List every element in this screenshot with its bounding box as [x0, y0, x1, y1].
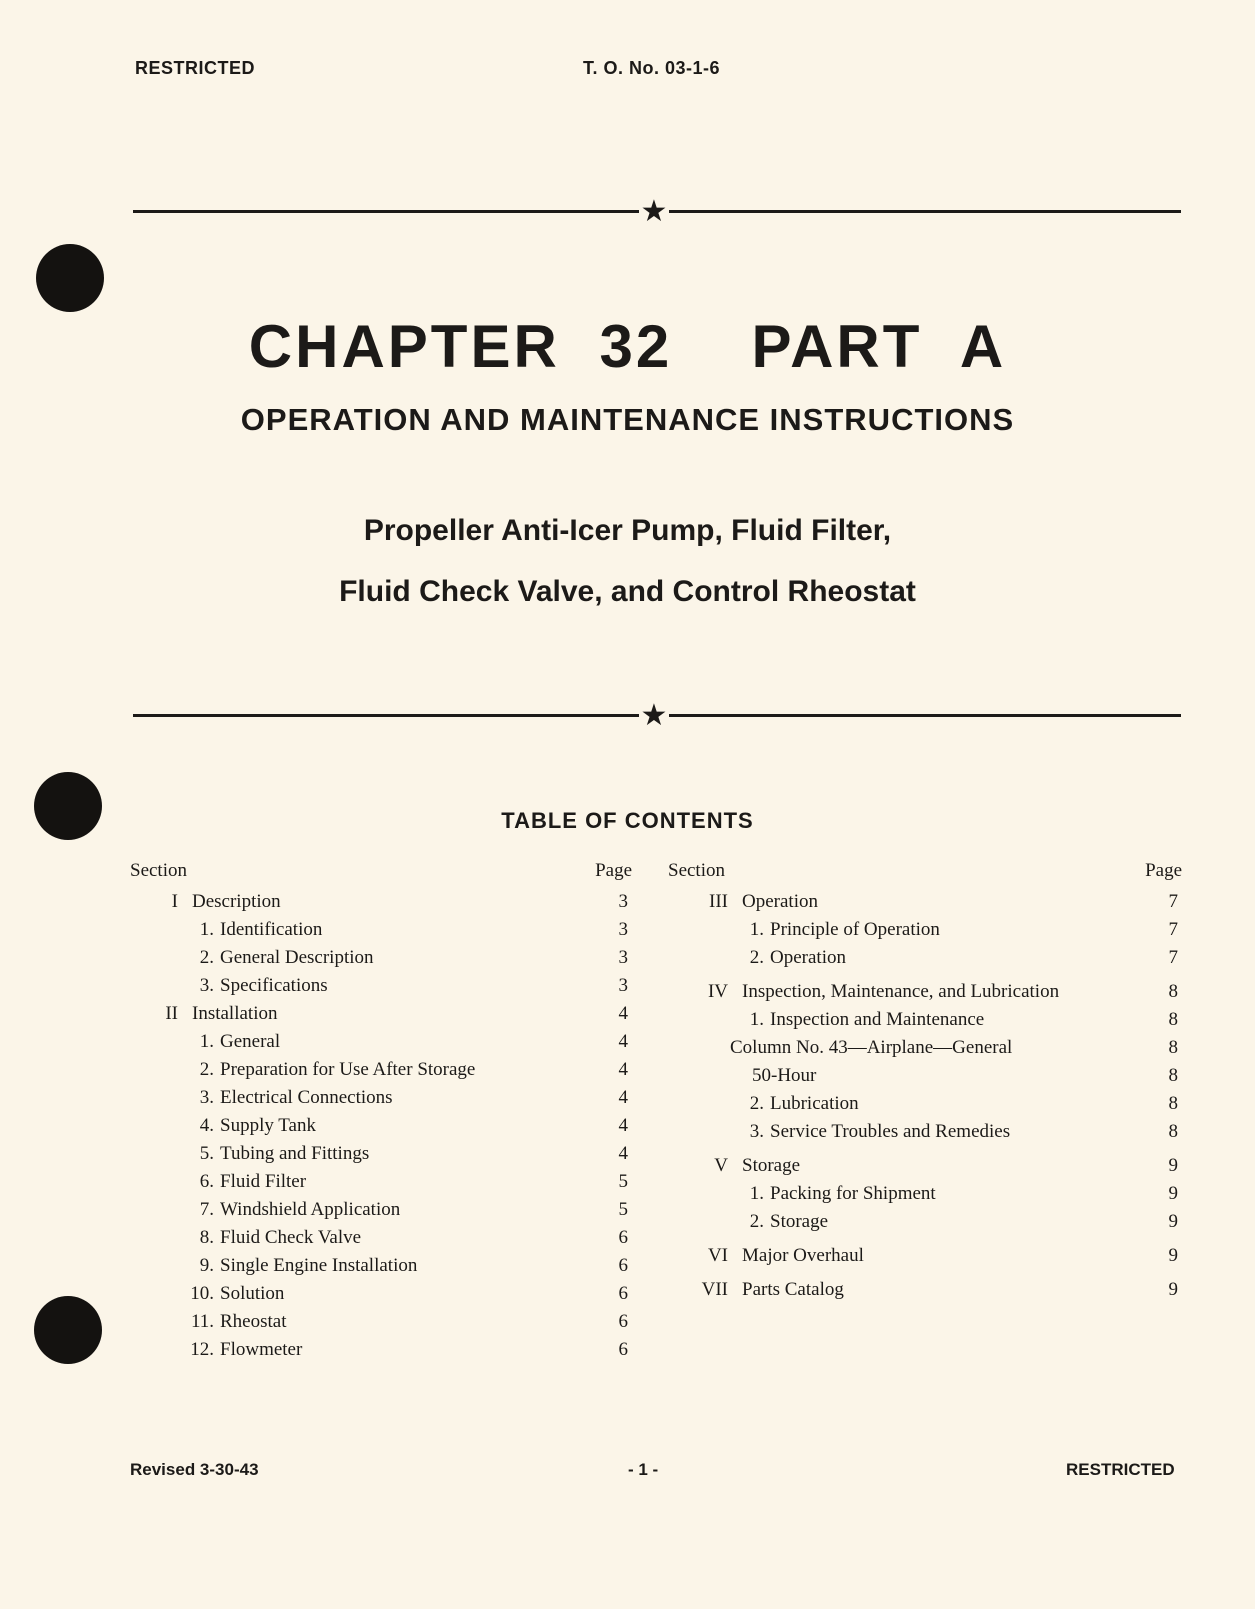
subject-line-2: Fluid Check Valve, and Control Rheostat [339, 575, 916, 608]
toc-entry-label: General Description [220, 947, 374, 968]
toc-entry-number: 2. [749, 1211, 764, 1232]
toc-column-right [668, 860, 1182, 1304]
toc-entry-number: 2. [199, 947, 214, 968]
toc-entry[interactable] [130, 1028, 632, 1056]
toc-column-left [130, 860, 632, 1364]
toc-entry-label: Fluid Check Valve [220, 1227, 362, 1248]
toc-entry-number: V [714, 1155, 728, 1176]
toc-entry-number: II [165, 1003, 178, 1024]
toc-entry[interactable] [130, 1140, 632, 1168]
toc-entry[interactable] [680, 1006, 1182, 1034]
toc-entry[interactable] [130, 944, 632, 972]
toc-entry-page: 4 [618, 1059, 628, 1080]
punch-hole-top [36, 244, 104, 312]
toc-entry-page: 3 [618, 891, 628, 912]
toc-entry-number: 1. [749, 1183, 764, 1204]
toc-entry-label: Principle of Operation [770, 919, 940, 940]
toc-entry-number: VI [707, 1245, 728, 1266]
toc-entry-label: Solution [220, 1283, 285, 1304]
toc-entry[interactable] [680, 1118, 1182, 1146]
toc-entry-page: 7 [1168, 891, 1178, 912]
toc-entry-number: 2. [199, 1059, 214, 1080]
toc-entry[interactable] [130, 1112, 632, 1140]
toc-entry-number: 2. [749, 947, 764, 968]
footer-classification: RESTRICTED [1066, 1460, 1175, 1479]
toc-entry-page: 8 [1168, 1037, 1178, 1058]
toc-entry-label: Storage [742, 1155, 801, 1176]
toc-entry-label: Windshield Application [220, 1199, 401, 1220]
toc-entry-number: 10. [190, 1283, 214, 1304]
toc-entry-label: Installation [192, 1003, 278, 1024]
section-header: Section [668, 860, 725, 881]
toc-entry-page: 4 [618, 1143, 628, 1164]
toc-entry[interactable] [680, 888, 1182, 916]
toc-entry-label: Tubing and Fittings [220, 1143, 370, 1164]
toc-entry-label: Single Engine Installation [220, 1255, 418, 1276]
toc-entry-number: IV [707, 981, 728, 1002]
toc-entry-page: 8 [1168, 1065, 1178, 1086]
toc-entry-page: 8 [1168, 981, 1178, 1002]
chapter-subtitle: OPERATION AND MAINTENANCE INSTRUCTIONS [240, 402, 1015, 437]
toc-entry-page: 4 [618, 1115, 628, 1136]
toc-entry[interactable] [680, 1208, 1182, 1236]
toc-entry-number: 5. [199, 1143, 214, 1164]
toc-entry[interactable] [130, 1000, 632, 1028]
toc-entry[interactable] [680, 1062, 1182, 1090]
toc-entry[interactable] [130, 1252, 632, 1280]
toc-title: TABLE OF CONTENTS [501, 808, 754, 833]
toc-entry-page: 3 [618, 975, 628, 996]
toc-entry-page: 8 [1168, 1009, 1178, 1030]
toc-entry-number: 1. [199, 1031, 214, 1052]
toc-entry-label: Service Troubles and Remedies [770, 1121, 1011, 1142]
toc-entry-label: Storage [770, 1211, 829, 1232]
toc-entry-number: 8. [199, 1227, 214, 1248]
toc-entry-page: 6 [618, 1339, 628, 1360]
toc-entry-label: Flowmeter [220, 1339, 303, 1360]
toc-entry-number: 9. [199, 1255, 214, 1276]
toc-entry-label: Parts Catalog [742, 1279, 844, 1300]
toc-entry[interactable] [130, 972, 632, 1000]
toc-entry[interactable] [130, 1308, 632, 1336]
toc-entry-page: 7 [1168, 919, 1178, 940]
toc-entry[interactable] [680, 1090, 1182, 1118]
toc-entry[interactable] [130, 1084, 632, 1112]
toc-entry[interactable] [130, 1336, 632, 1364]
toc-entry-number: 2. [749, 1093, 764, 1114]
toc-entry-label: Fluid Filter [220, 1171, 307, 1192]
toc-entry-label: Inspection and Maintenance [770, 1009, 985, 1030]
star-icon: ★ [640, 194, 668, 229]
toc-entry[interactable] [130, 1168, 632, 1196]
toc-entry-number: 4. [199, 1115, 214, 1136]
toc-entry-page: 5 [618, 1171, 628, 1192]
toc-entry-page: 9 [1168, 1183, 1178, 1204]
toc-entry-page: 6 [618, 1255, 628, 1276]
toc-entry-page: 9 [1168, 1211, 1178, 1232]
header-classification: RESTRICTED [135, 58, 256, 78]
toc-entry[interactable] [130, 1196, 632, 1224]
toc-entry-label: Operation [742, 891, 818, 912]
toc-entry-label: Column No. 43—Airplane—General [730, 1037, 1013, 1058]
toc-entry[interactable] [130, 1224, 632, 1252]
toc-entry-page: 8 [1168, 1121, 1178, 1142]
toc-entry-number: VII [701, 1279, 728, 1300]
toc-entry-number: 1. [199, 919, 214, 940]
toc-entry-page: 9 [1168, 1245, 1178, 1266]
toc-header [668, 860, 1182, 888]
toc-entry[interactable] [680, 1034, 1182, 1062]
toc-entry-page: 3 [618, 947, 628, 968]
toc-entry-number: I [171, 891, 178, 912]
toc-entry-label: Specifications [220, 975, 328, 996]
toc-entry-page: 5 [618, 1199, 628, 1220]
chapter-title: CHAPTER 32 PART A [248, 313, 1007, 380]
toc-entry-number: III [709, 891, 728, 912]
section-header: Section [130, 860, 187, 881]
toc-entry-number: 1. [749, 1009, 764, 1030]
toc-entry-label: Lubrication [770, 1093, 859, 1114]
star-icon: ★ [640, 698, 668, 733]
toc-header [130, 860, 632, 888]
page-header: Page [1145, 860, 1182, 881]
page-header: Page [595, 860, 632, 881]
subject-line-1: Propeller Anti-Icer Pump, Fluid Filter, [363, 514, 892, 547]
toc-entry-number: 12. [190, 1339, 214, 1360]
toc-entry-label: Electrical Connections [220, 1087, 393, 1108]
toc-entry[interactable] [680, 978, 1182, 1006]
footer-page-number: - 1 - [628, 1460, 659, 1479]
punch-hole-bottom [34, 1296, 102, 1364]
toc-entry-label: Supply Tank [220, 1115, 316, 1136]
toc-entry[interactable] [130, 1280, 632, 1308]
toc-entry-page: 9 [1168, 1279, 1178, 1300]
toc-entry-label: Packing for Shipment [770, 1183, 936, 1204]
toc-entry[interactable] [130, 1056, 632, 1084]
header-to-number: T. O. No. 03-1-6 [583, 58, 721, 78]
toc-entry-number: 11. [190, 1311, 214, 1332]
toc-entry-label: General [220, 1031, 281, 1052]
toc-entry-page: 6 [618, 1311, 628, 1332]
toc-entry-page: 6 [618, 1227, 628, 1248]
toc-entry[interactable] [680, 1242, 1182, 1270]
toc-entry[interactable] [680, 1152, 1182, 1180]
toc-entry-label: Rheostat [220, 1311, 287, 1332]
toc-entry-label: Description [192, 891, 281, 912]
toc-entry[interactable] [130, 888, 632, 916]
toc-entry-page: 7 [1168, 947, 1178, 968]
toc-entry-page: 8 [1168, 1093, 1178, 1114]
toc-entry[interactable] [680, 916, 1182, 944]
toc-entry-page: 4 [618, 1087, 628, 1108]
toc-entry-label: Operation [770, 947, 846, 968]
toc-entry-number: 1. [749, 919, 764, 940]
toc-entry[interactable] [680, 944, 1182, 972]
toc-entry-label: Identification [220, 919, 323, 940]
toc-entry-number: 6. [199, 1171, 214, 1192]
toc-entry-label: 50-Hour [752, 1065, 817, 1086]
toc-entry-page: 4 [618, 1003, 628, 1024]
toc-entry-page: 6 [618, 1283, 628, 1304]
toc-entry-number: 7. [199, 1199, 214, 1220]
toc-entry[interactable] [680, 1180, 1182, 1208]
toc-entry-page: 4 [618, 1031, 628, 1052]
footer-revised: Revised 3-30-43 [130, 1460, 259, 1479]
toc-entry[interactable] [680, 1276, 1182, 1304]
toc-entry-page: 9 [1168, 1155, 1178, 1176]
toc-entry-number: 3. [199, 1087, 214, 1108]
toc-entry-label: Inspection, Maintenance, and Lubrication [742, 981, 1060, 1002]
toc-entry-label: Preparation for Use After Storage [220, 1059, 476, 1080]
toc-entry-label: Major Overhaul [742, 1245, 864, 1266]
toc-entry-number: 3. [199, 975, 214, 996]
toc-entry-number: 3. [749, 1121, 764, 1142]
toc-entry-page: 3 [618, 919, 628, 940]
toc-entry[interactable] [130, 916, 632, 944]
